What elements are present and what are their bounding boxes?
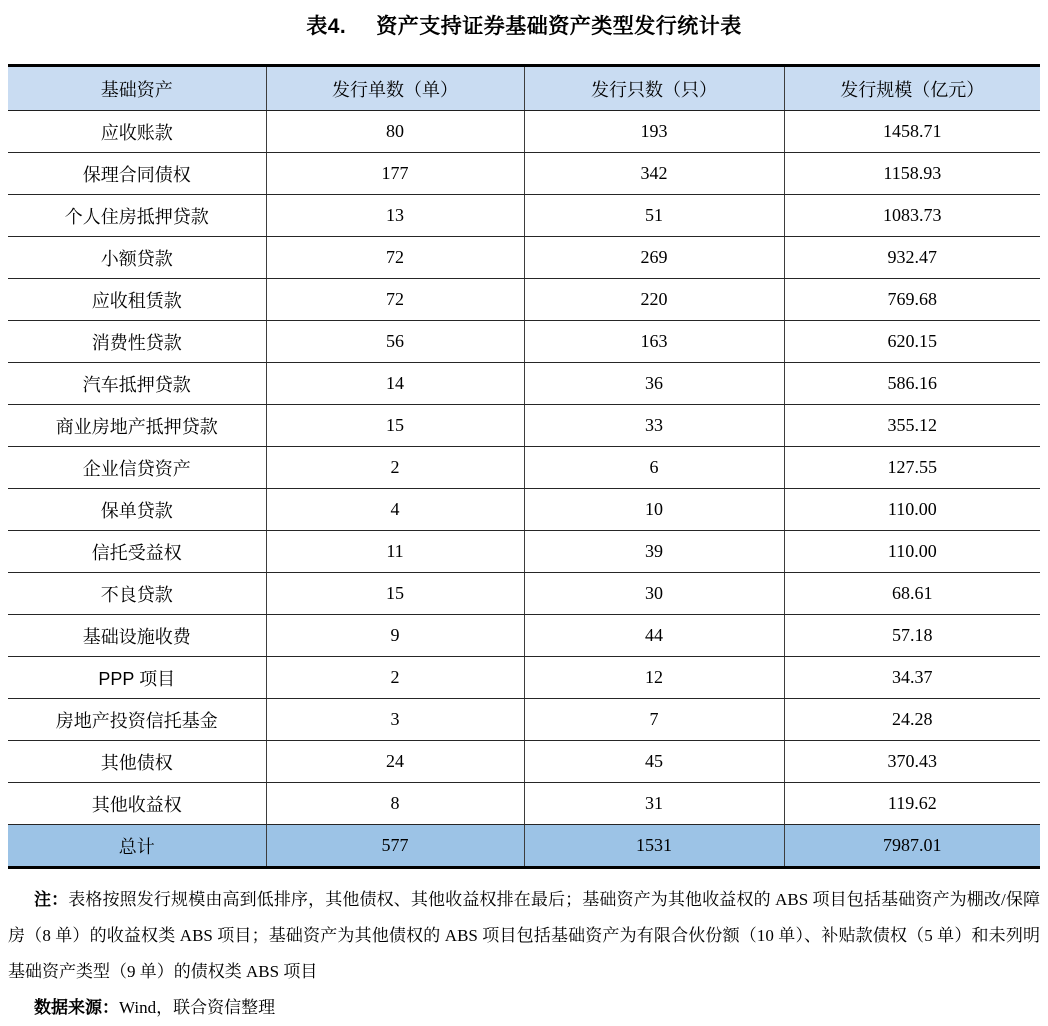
value-cell: 4 [266, 489, 524, 531]
asset-type-cell: 个人住房抵押贷款 [8, 195, 266, 237]
table-row [8, 321, 1040, 363]
value-cell: 193 [524, 111, 784, 153]
table-row [8, 573, 1040, 615]
value-cell: 1158.93 [784, 153, 1040, 195]
source-label: 数据来源： [34, 998, 119, 1017]
value-cell: 110.00 [784, 489, 1040, 531]
value-cell: 15 [266, 405, 524, 447]
table-row [8, 615, 1040, 657]
asset-type-cell: PPP 项目 [8, 657, 266, 699]
value-cell: 2 [266, 657, 524, 699]
asset-type-cell: 基础设施收费 [8, 615, 266, 657]
total-scale-cell: 7987.01 [784, 825, 1040, 868]
value-cell: 33 [524, 405, 784, 447]
table-number: 表4. [306, 15, 347, 38]
asset-type-cell: 汽车抵押贷款 [8, 363, 266, 405]
table-row [8, 783, 1040, 825]
value-cell: 24 [266, 741, 524, 783]
value-cell: 370.43 [784, 741, 1040, 783]
value-cell: 355.12 [784, 405, 1040, 447]
table-row [8, 153, 1040, 195]
asset-type-cell: 保理合同债权 [8, 153, 266, 195]
value-cell: 34.37 [784, 657, 1040, 699]
source-paragraph [8, 990, 1040, 1026]
value-cell: 6 [524, 447, 784, 489]
asset-type-cell: 信托受益权 [8, 531, 266, 573]
table-row [8, 447, 1040, 489]
total-deal-count-cell: 577 [266, 825, 524, 868]
value-cell: 45 [524, 741, 784, 783]
table-row [8, 195, 1040, 237]
value-cell: 127.55 [784, 447, 1040, 489]
value-cell: 31 [524, 783, 784, 825]
asset-type-cell: 应收租赁款 [8, 279, 266, 321]
value-cell: 7 [524, 699, 784, 741]
value-cell: 177 [266, 153, 524, 195]
asset-type-cell: 企业信贷资产 [8, 447, 266, 489]
table-row [8, 741, 1040, 783]
value-cell: 1458.71 [784, 111, 1040, 153]
value-cell: 24.28 [784, 699, 1040, 741]
note-text: 表格按照发行规模由高到低排序，其他债权、其他收益权排在最后；基础资产为其他收益权的 ABS 项目包括基础资产为棚改/保障房（8 单）的收益权类 ABS 项目；基础资产为其他债权的 ABS 项目包括基础资产为有限合伙份额（10 单）、补贴款债权（5 单）和未列明基础资产类型（9 单）的债权类 ABS 项目 [8, 890, 1040, 981]
value-cell: 220 [524, 279, 784, 321]
table-row [8, 405, 1040, 447]
table-row [8, 363, 1040, 405]
abs-issuance-table [8, 64, 1040, 869]
value-cell: 10 [524, 489, 784, 531]
value-cell: 1083.73 [784, 195, 1040, 237]
value-cell: 30 [524, 573, 784, 615]
total-row [8, 825, 1040, 868]
value-cell: 8 [266, 783, 524, 825]
value-cell: 769.68 [784, 279, 1040, 321]
table-row [8, 699, 1040, 741]
value-cell: 57.18 [784, 615, 1040, 657]
asset-type-cell: 房地产投资信托基金 [8, 699, 266, 741]
value-cell: 3 [266, 699, 524, 741]
value-cell: 36 [524, 363, 784, 405]
header-cell-deal-count: 发行单数（单） [266, 66, 524, 111]
value-cell: 14 [266, 363, 524, 405]
value-cell: 13 [266, 195, 524, 237]
header-row [8, 66, 1040, 111]
value-cell: 72 [266, 237, 524, 279]
value-cell: 342 [524, 153, 784, 195]
value-cell: 269 [524, 237, 784, 279]
asset-type-cell: 保单贷款 [8, 489, 266, 531]
value-cell: 110.00 [784, 531, 1040, 573]
value-cell: 9 [266, 615, 524, 657]
value-cell: 12 [524, 657, 784, 699]
table-title-text: 资产支持证券基础资产类型发行统计表 [376, 15, 742, 38]
value-cell: 119.62 [784, 783, 1040, 825]
asset-type-cell: 不良贷款 [8, 573, 266, 615]
value-cell: 932.47 [784, 237, 1040, 279]
source-text: Wind，联合资信整理 [119, 998, 276, 1017]
page-title [0, 0, 1048, 40]
value-cell: 163 [524, 321, 784, 363]
table-row [8, 237, 1040, 279]
asset-type-cell: 商业房地产抵押贷款 [8, 405, 266, 447]
value-cell: 44 [524, 615, 784, 657]
asset-type-cell: 小额贷款 [8, 237, 266, 279]
table-body [8, 111, 1040, 825]
header-cell-issue-scale: 发行规模（亿元） [784, 66, 1040, 111]
header-cell-security-count: 发行只数（只） [524, 66, 784, 111]
table-row [8, 531, 1040, 573]
footnotes [8, 882, 1040, 1026]
value-cell: 80 [266, 111, 524, 153]
table-row [8, 657, 1040, 699]
value-cell: 68.61 [784, 573, 1040, 615]
value-cell: 15 [266, 573, 524, 615]
value-cell: 586.16 [784, 363, 1040, 405]
header-cell-asset-type: 基础资产 [8, 66, 266, 111]
asset-type-cell: 应收账款 [8, 111, 266, 153]
value-cell: 2 [266, 447, 524, 489]
note-label: 注： [34, 890, 69, 909]
value-cell: 56 [266, 321, 524, 363]
table-row [8, 111, 1040, 153]
total-security-count-cell: 1531 [524, 825, 784, 868]
total-label-cell: 总计 [8, 825, 266, 868]
value-cell: 51 [524, 195, 784, 237]
asset-type-cell: 消费性贷款 [8, 321, 266, 363]
value-cell: 620.15 [784, 321, 1040, 363]
asset-type-cell: 其他收益权 [8, 783, 266, 825]
value-cell: 72 [266, 279, 524, 321]
table-row [8, 489, 1040, 531]
value-cell: 11 [266, 531, 524, 573]
table-row [8, 279, 1040, 321]
value-cell: 39 [524, 531, 784, 573]
asset-type-cell: 其他债权 [8, 741, 266, 783]
